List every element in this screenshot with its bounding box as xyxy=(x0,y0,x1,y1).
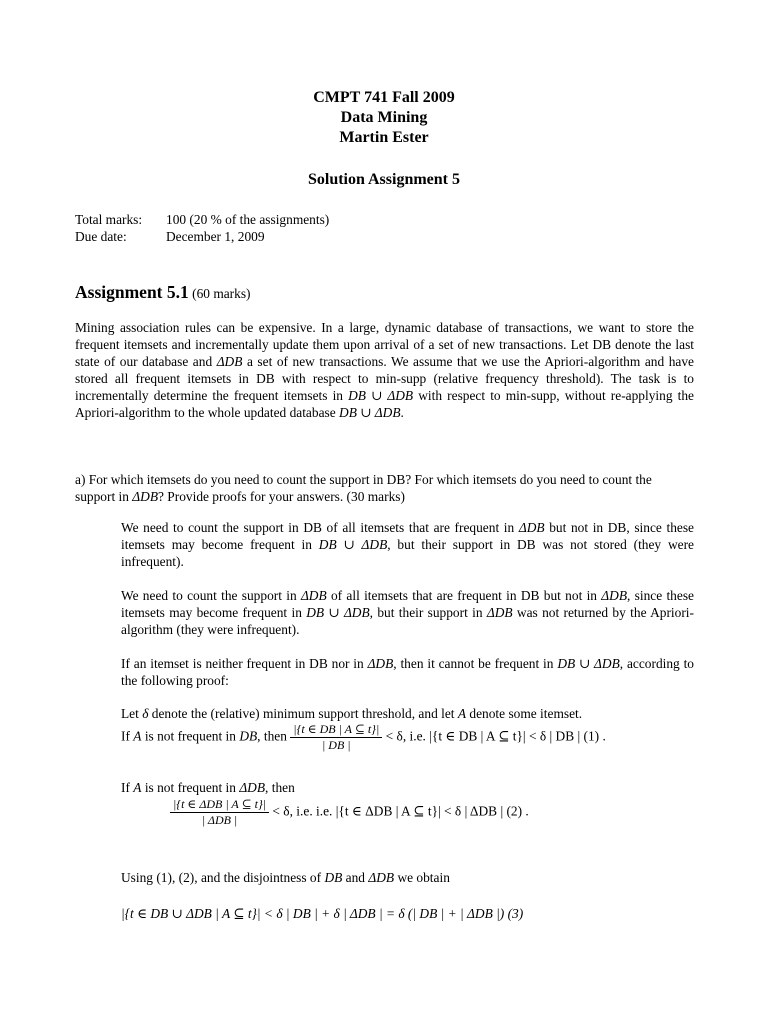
math-delta-db: ΔDB xyxy=(601,588,628,603)
meta-value: 100 (20 % of the assignments) xyxy=(166,212,330,227)
answer-paragraph-2 xyxy=(121,587,694,638)
section-title: Assignment 5.1 xyxy=(75,282,189,302)
math-delta-db: ΔDB xyxy=(518,520,545,535)
text: , then xyxy=(257,728,287,744)
math-db: DB xyxy=(324,870,343,885)
text: was not returned by the Apriori-algorithm (they were infrequent). xyxy=(121,605,694,637)
math-delta-db: ΔDB xyxy=(216,354,243,369)
answer-paragraph-1 xyxy=(121,519,694,570)
intro-paragraph xyxy=(75,319,694,421)
section-marks: (60 marks) xyxy=(192,286,251,301)
fraction-numerator: |{t ∈ ΔDB | A ⊆ t}| xyxy=(170,797,269,813)
text: We need to count the support in xyxy=(121,588,297,603)
meta-value: December 1, 2009 xyxy=(166,229,265,244)
document-subtitle: Solution Assignment 5 xyxy=(307,171,461,188)
text: Mining association rules can be expensive. In a large, dynamic database of transactions, we want to store the frequent itemsets and incrementally update them upon arrival of a set of new transactions. Let DB denote the last state of our database and xyxy=(75,320,694,369)
equation-2 xyxy=(170,797,529,828)
text: denote the (relative) minimum support threshold, and let xyxy=(151,706,455,721)
math-delta-db: ΔDB xyxy=(239,780,266,795)
meta-key: Due date: xyxy=(75,229,127,244)
math-a: A xyxy=(133,780,142,795)
math-delta-db: ΔDB xyxy=(132,489,159,504)
meta-row-marks xyxy=(75,211,329,228)
text: a set of new transactions. We assume that we use the Apriori-algorithm and have stored all frequent itemsets in DB with respect to min-supp (relative frequency threshold). The task is to incrementally determine the frequent itemsets in xyxy=(75,354,694,403)
section-heading xyxy=(75,284,251,302)
math-union: DB ∪ ΔDB xyxy=(306,605,370,620)
text: , according to the following proof: xyxy=(121,656,694,688)
math-delta: δ xyxy=(142,706,149,721)
text: with respect to min-supp, without re-applying the Apriori-algorithm to the whole updated database xyxy=(75,388,694,420)
text: Let xyxy=(121,706,139,721)
fraction-numerator: |{t ∈ DB | A ⊆ t}| xyxy=(290,722,382,738)
math-delta-db: ΔDB xyxy=(300,588,327,603)
math-union: DB ∪ ΔDB xyxy=(339,405,401,420)
course-title: CMPT 741 Fall 2009 xyxy=(313,89,455,106)
fraction-denominator: | ΔDB | xyxy=(201,813,238,827)
math-delta-db: ΔDB xyxy=(486,605,513,620)
text: is not frequent in xyxy=(144,780,236,795)
math-union: DB ∪ ΔDB xyxy=(557,656,620,671)
instructor-name: Martin Ester xyxy=(339,129,429,146)
text: we obtain xyxy=(397,870,450,885)
text: , but their support in xyxy=(369,605,483,620)
math-a: A xyxy=(133,728,142,744)
math-delta-db: ΔDB xyxy=(368,870,395,885)
text: , then it cannot be frequent in xyxy=(393,656,554,671)
text: . xyxy=(400,405,404,420)
equation-tail: < δ, i.e. |{t ∈ DB | A ⊆ t}| < δ | DB | (1) . xyxy=(385,728,606,744)
answer-paragraph-5 xyxy=(121,869,450,886)
math-delta-db: ΔDB xyxy=(367,656,394,671)
answer-paragraph-3 xyxy=(121,655,694,689)
text: We need to count the support in DB of all itemsets that are frequent in xyxy=(121,520,515,535)
text: a) For which itemsets do you need to count the support in DB? For which itemsets do you need to count the support in xyxy=(75,472,652,504)
text: Using (1), (2), and the disjointness of xyxy=(121,870,322,885)
text: denote some itemset. xyxy=(469,706,583,721)
document-header xyxy=(0,88,768,190)
question-a xyxy=(75,471,694,505)
text: , then xyxy=(265,780,295,795)
text: of all itemsets that are frequent in DB but not in xyxy=(330,588,597,603)
text: If an itemset is neither frequent in DB nor in xyxy=(121,656,364,671)
text: , but their support in DB was not stored (they were infrequent). xyxy=(121,537,694,569)
meta-row-due xyxy=(75,228,329,245)
text: ? Provide proofs for your answers. (30 marks) xyxy=(158,489,405,504)
text: If xyxy=(121,780,130,795)
text: but not in DB, since these itemsets may become frequent in xyxy=(121,520,694,552)
equation-1 xyxy=(121,722,606,753)
equation-2-intro xyxy=(121,779,295,796)
text: , since these itemsets may become frequent in xyxy=(121,588,694,620)
fraction-2 xyxy=(170,797,269,828)
math-db: DB xyxy=(239,728,258,744)
meta-key: Total marks: xyxy=(75,212,143,227)
fraction-denominator: | DB | xyxy=(321,738,351,752)
text: If xyxy=(121,728,130,744)
equation-tail: < δ, i.e. i.e. |{t ∈ ΔDB | A ⊆ t}| < δ | ΔDB | (2) . xyxy=(272,803,529,819)
text: and xyxy=(345,870,366,885)
course-name: Data Mining xyxy=(340,109,428,126)
assignment-meta xyxy=(75,211,329,245)
answer-paragraph-4 xyxy=(121,705,694,722)
math-union: DB ∪ ΔDB xyxy=(348,388,414,403)
equation-3: |{t ∈ DB ∪ ΔDB | A ⊆ t}| < δ | DB | + δ | ΔDB | = δ (| DB | + | ΔDB |) (3) xyxy=(121,906,524,921)
fraction-1 xyxy=(290,722,382,753)
math-union: DB ∪ ΔDB xyxy=(318,537,388,552)
text: is not frequent in xyxy=(144,728,236,744)
math-a: A xyxy=(457,706,467,721)
